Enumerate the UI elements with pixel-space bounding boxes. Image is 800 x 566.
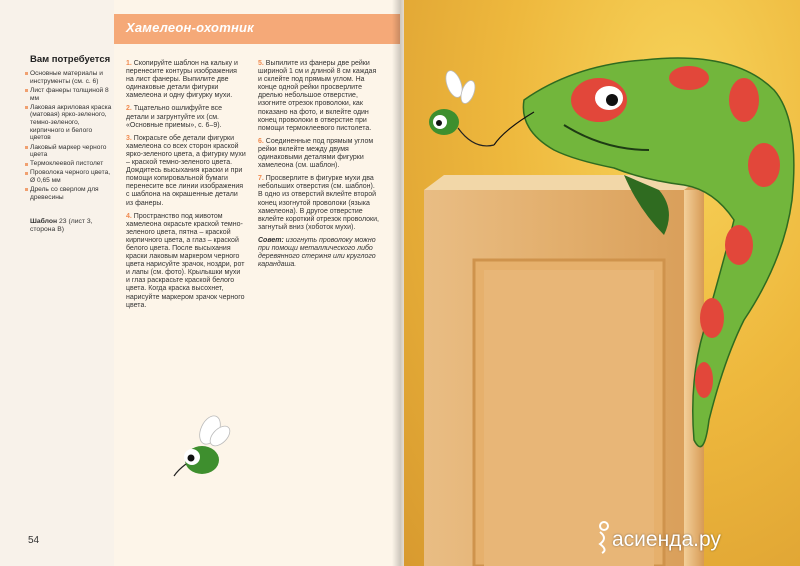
step-number: 7. (258, 175, 264, 183)
chameleon-photo (404, 0, 800, 566)
template-label: Шаблон (30, 218, 58, 225)
tip (258, 237, 380, 269)
step-number: 6. (258, 137, 264, 145)
fly-figure (429, 68, 494, 145)
instructions-column-1 (126, 60, 246, 315)
step-text: Выпилите из фанеры две рейки шириной 1 см и длиной 8 см каждая и склейте под прямым углом. На конце одной рейки просверлите дрелью небольшое отверстие, изогните отрезок проволоки, как показано на фото, и вклейте один конец проволоки в отверстие при помощи термоклеевого пистолета. (258, 60, 377, 132)
step-number: 2. (126, 105, 132, 113)
step-1 (126, 60, 246, 100)
page-number: 54 (28, 535, 40, 546)
step-3 (126, 135, 246, 208)
template-reference (30, 218, 114, 234)
step-number: 3. (126, 134, 132, 142)
materials-item: Проволока черного цвета, Ø 0,65 мм (30, 169, 111, 185)
materials-title: Вам потребуется (30, 54, 111, 65)
materials-item: Дрель со сверлом для древесины (30, 186, 112, 201)
watermark-text: асиенда.ру (612, 528, 721, 551)
step-6 (258, 138, 380, 170)
step-text: Покрасьте обе детали фигурки хамелеона со всех сторон краской ярко-зеленого цвета, а фигурку мухи – краской темно-зеленого цвета. Дождитесь высыхания краски и при помощи копировальной бумаги перенесите все линии изображения с шаблона на окрашенные детали из фанеры. (126, 134, 246, 207)
watermark-logo-icon (596, 520, 612, 554)
door-panel-inner (484, 270, 654, 566)
materials-item: Лист фанеры толщиной 8 мм (30, 87, 112, 102)
materials-item: Термоклеевой пистолет (30, 160, 112, 168)
step-text: Тщательно ошлифуйте все детали и загрунтуйте их (см. «Основные приемы», с. 6–9). (126, 105, 223, 129)
step-number: 5. (258, 60, 264, 67)
step-text: Скопируйте шаблон на кальку и перенесите контуры изображения на лист фанеры. Выпилите две одинаковые детали фигурки хамелеона и одну фигурку мухи. (126, 60, 238, 100)
instructions-column-2 (258, 60, 380, 274)
article-title: Хамелеон-охотник (126, 20, 254, 35)
step-text: Просверлите в фигурке мухи два небольших отверстия (см. шаблон). В одно из отверстий вклейте второй конец изогнутой проволоки (языка хамелеона). В другое отверстие вклейте короткий отрезок проволоки, загнутый вниз (хоботок мухи). (258, 175, 379, 231)
step-number: 1. (126, 60, 132, 67)
step-text: Соединенные под прямым углом рейки вклейте между двумя одинаковыми деталями фигурки хамелеона (см. шаблон). (258, 137, 374, 170)
materials-item: Основные материалы и инструменты (см. с. 6) (30, 70, 112, 85)
project-photo (404, 0, 800, 566)
materials-sidebar (0, 0, 114, 566)
step-4 (126, 213, 246, 310)
fly-illustration (166, 412, 236, 482)
step-2 (126, 105, 246, 129)
step-5 (258, 60, 380, 133)
materials-item: Лаковый маркер черного цвета (30, 144, 112, 159)
tip-text: изогнуть проволоку можно при помощи металлического либо деревянного стержня или круглого карандаша. (258, 236, 376, 269)
step-number: 4. (126, 212, 132, 220)
template-text: 23 (лист 3, сторона В) (30, 218, 93, 233)
step-7 (258, 175, 380, 232)
materials-item: Лаковая акриловая краска (матовая) ярко-зеленого, темно-зеленого, кирпичного и белого цветов (30, 103, 112, 142)
step-text: Пространство под животом хамелеона окрасьте краской темно-зеленого цвета, пятна – краской кирпичного цвета, а глаз – краской белого цвета. После высыхания краски лаковым маркером черного цвета нарисуйте зрачок, ноздри, рот и лапы (см. фото). Крылышки мухи и глаз раскрасьте краской белого цвета. Когда краска высохнет, нарисуйте маркером зрачок черного цвета. (126, 212, 245, 309)
tip-label: Совет: (258, 236, 284, 244)
materials-list (30, 70, 112, 203)
